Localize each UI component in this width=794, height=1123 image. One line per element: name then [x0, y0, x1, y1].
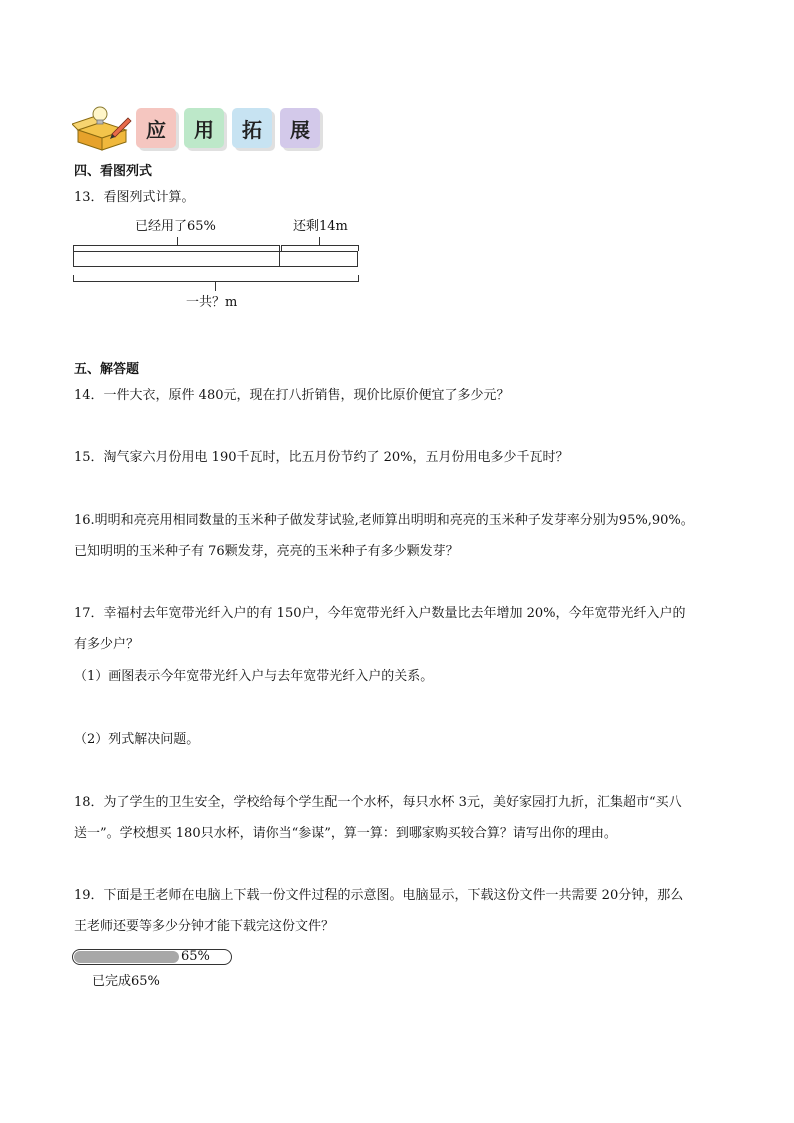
question-16-line-1: 16.明明和亮亮用相同数量的玉米种子做发芽试验,老师算出明明和亮亮的玉米种子发芽率分别为95%,90%。: [74, 513, 694, 528]
question-17-line-1: 17．幸福村去年宽带光纤入户的有 150户，今年宽带光纤入户数量比去年增加 20%，今年宽带光纤入户的: [74, 606, 686, 621]
progress-label: 65%: [181, 949, 210, 964]
question-19-line-1: 19．下面是王老师在电脑上下载一份文件过程的示意图。电脑显示，下载这份文件一共需要 20分钟，那么: [74, 888, 684, 903]
question-18-line-2: 送一”。学校想买 180只水杯，请你当“参谋”，算一算：到哪家购买较合算？请写出你的理由。: [74, 826, 617, 841]
question-14: 14．一件大衣，原件 480元，现在打八折销售，现价比原价便宜了多少元？: [74, 388, 510, 403]
section-heading-5: 五、解答题: [74, 362, 140, 377]
question-13: 13．看图列式计算。: [74, 190, 195, 205]
label-used: 已经用了65%: [135, 219, 216, 234]
question-17-line-2: 有多少户？: [74, 637, 140, 652]
section-heading-4: 四、看图列式: [74, 164, 153, 179]
question-17-part-2: （2）列式解决问题。: [74, 732, 200, 747]
label-left: 还剩14m: [293, 219, 348, 234]
banner-tile-1: [136, 108, 176, 148]
question-19-line-2: 王老师还要等多少分钟才能下载完这份文件？: [74, 919, 335, 934]
question-17-part-1: （1）画图表示今年宽带光纤入户与去年宽带光纤入户的关系。: [74, 669, 434, 684]
question-16-line-2: 已知明明的玉米种子有 76颗发芽，亮亮的玉米种子有多少颗发芽？: [74, 544, 459, 559]
banner-tile-4: [280, 108, 320, 148]
download-progress-bar: [72, 949, 232, 965]
question-15: 15．淘气家六月份用电 190千瓦时，比五月份节约了 20%，五月份用电多少千瓦时？: [74, 450, 569, 465]
section-banner: [72, 104, 332, 152]
banner-char: 应: [146, 117, 166, 142]
banner-char: 拓: [242, 117, 262, 142]
banner-char: 用: [194, 117, 214, 142]
banner-char: 展: [290, 117, 310, 142]
banner-tile-2: [184, 108, 224, 148]
progress-caption: 已完成65%: [92, 974, 160, 989]
banner-tile-3: [232, 108, 272, 148]
label-total: 一共？m: [186, 295, 238, 310]
question-18-line-1: 18．为了学生的卫生安全，学校给每个学生配一个水杯，每只水杯 3元，美好家园打九折，汇集超市“买八: [74, 795, 682, 810]
lightbulb-box-icon: [72, 104, 134, 152]
progress-fill: [74, 951, 179, 963]
